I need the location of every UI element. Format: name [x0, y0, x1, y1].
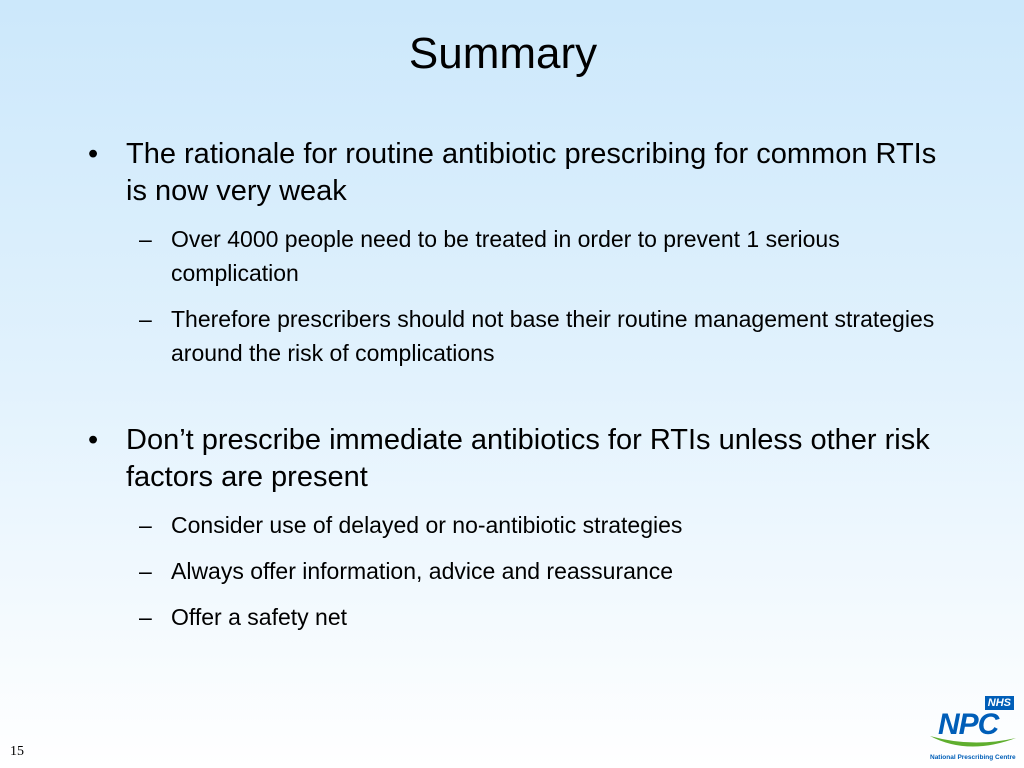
bullet-2: [88, 422, 948, 496]
npc-caption: National Prescribing Centre: [930, 754, 1016, 761]
bullet-text: Don’t prescribe immediate antibiotics for RTIs unless other risk factors are present: [126, 424, 930, 493]
subpoint-1-2: [88, 302, 948, 370]
npc-wordmark: NPC: [938, 708, 999, 741]
subpoint-1-1: [88, 222, 948, 290]
subpoint-marker: –: [139, 604, 152, 630]
bullet-marker: •: [88, 138, 99, 170]
nhs-badge: NHS: [985, 696, 1014, 710]
slide-number: 15: [10, 744, 24, 759]
subpoint-text: Always offer information, advice and reassurance: [171, 558, 674, 584]
bullet-text: The rationale for routine antibiotic prescribing for common RTIs is now very weak: [126, 138, 937, 207]
subpoint-marker: –: [139, 512, 152, 538]
subpoint-marker: –: [139, 226, 152, 252]
subpoint-2-2: [88, 554, 948, 588]
npc-logo: [924, 694, 1020, 764]
bullet-1: [88, 136, 948, 210]
subpoint-text: Over 4000 people need to be treated in order to prevent 1 serious complication: [171, 226, 840, 286]
slide-content: [88, 136, 948, 634]
bullet-marker: •: [88, 424, 99, 456]
subpoint-text: Therefore prescribers should not base their routine management strategies around the risk of complications: [171, 306, 935, 366]
subpoint-marker: –: [139, 558, 152, 584]
subpoint-marker: –: [139, 306, 152, 332]
subpoint-text: Offer a safety net: [171, 604, 348, 630]
subpoint-text: Consider use of delayed or no-antibiotic strategies: [171, 512, 683, 538]
subpoint-2-1: [88, 508, 948, 542]
slide-title: Summary: [408, 29, 598, 78]
swoosh-icon: [928, 730, 1018, 752]
subpoint-2-3: [88, 600, 948, 634]
